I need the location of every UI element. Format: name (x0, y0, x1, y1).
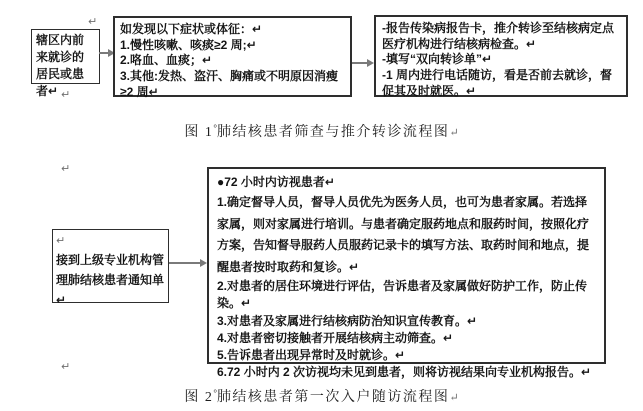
notice-box-text: 接到上级专业机构管理肺结核患者通知单↵ (56, 253, 165, 307)
start-box-text: 辖区内前来就诊的居民或患者↵ (36, 33, 85, 98)
flowchart2-notice-box (52, 229, 169, 307)
arrow-head-icon (367, 59, 374, 67)
format-mark-icon: ↵ (61, 361, 71, 373)
flowchart1-symptoms-box (113, 16, 352, 97)
figure2-caption-title: 肺结核患者第一次入户随访流程图 (216, 390, 450, 405)
symptoms-line: 1.慢性咳嗽、咳痰≥2 周;↵ (120, 37, 257, 52)
flow-arrow-2 (352, 57, 374, 69)
symptoms-line: 2.咯血、血痰；↵ (120, 53, 213, 68)
visit-item: 4.对患者密切接触者开展结核病主动筛查。↵ (217, 330, 454, 345)
format-mark-icon: ↵ (88, 16, 98, 28)
format-mark-icon: ↵ (61, 163, 71, 175)
visit-item: 6.72 小时内 2 次访视均未见到患者，则将访视结果向专业机构报告。↵ (217, 365, 592, 380)
figure1-caption-title: 肺结核患者筛查与推介转诊流程图 (216, 125, 450, 140)
symptoms-line: 3.其他:发热、盗汗、胸痛或不明原因消瘦≥2 周↵ (120, 69, 339, 99)
visit-item: 1.确定督导人员，督导人员优先为医务人员，也可为患者家属。若选择家属，则对家属进行培训。与患者确定服药地点和服药时间，按照化疗方案，告知督导服药人员服药记录卡的填写方法、取药时间和地点，提醒患者按时取药和复诊。↵ (217, 195, 590, 274)
symptoms-line: 如发现以下症状或体征：↵ (120, 22, 263, 36)
format-mark-icon: ↵ (449, 392, 459, 404)
format-mark-icon: ↵ (61, 89, 71, 101)
flowchart1-start-box (31, 29, 100, 98)
format-mark-icon: ↵ (449, 127, 459, 139)
flowchart2-visit-box (207, 167, 606, 380)
figure1-caption (0, 121, 643, 141)
format-mark-icon: ↵ (56, 235, 66, 247)
visit-item: 3.对患者及家属进行结核病防治知识宣传教育。↵ (217, 313, 478, 328)
flowchart1-actions-box (374, 15, 628, 97)
visit-item: 5.告诉患者出现异常时及时就诊。↵ (217, 348, 406, 363)
arrow-line (169, 262, 202, 264)
visit-box-header: ●72 小时内访视患者↵ (217, 175, 335, 189)
figure2-caption (0, 386, 643, 406)
fullwidth-space-mark-icon: ° (213, 123, 217, 133)
figure2-caption-prefix: 图 2 (184, 390, 214, 405)
action-line: -填写“双向转诊单”↵ (382, 52, 493, 67)
action-line: -1 周内进行电话随访，看是否前去就诊，督促其及时就医。↵ (382, 68, 613, 98)
arrow-head-icon (200, 259, 207, 267)
fullwidth-space-mark-icon: ° (213, 388, 217, 398)
flow-arrow-3 (169, 257, 207, 269)
action-line: -报告传染病报告卡，推介转诊至结核病定点医疗机构进行结核病检查。↵ (382, 21, 614, 51)
figure1-caption-prefix: 图 1 (184, 125, 214, 140)
visit-item: 2.对患者的居住环境进行评估，告诉患者及家属做好防护工作，防止传染。↵ (217, 279, 588, 311)
